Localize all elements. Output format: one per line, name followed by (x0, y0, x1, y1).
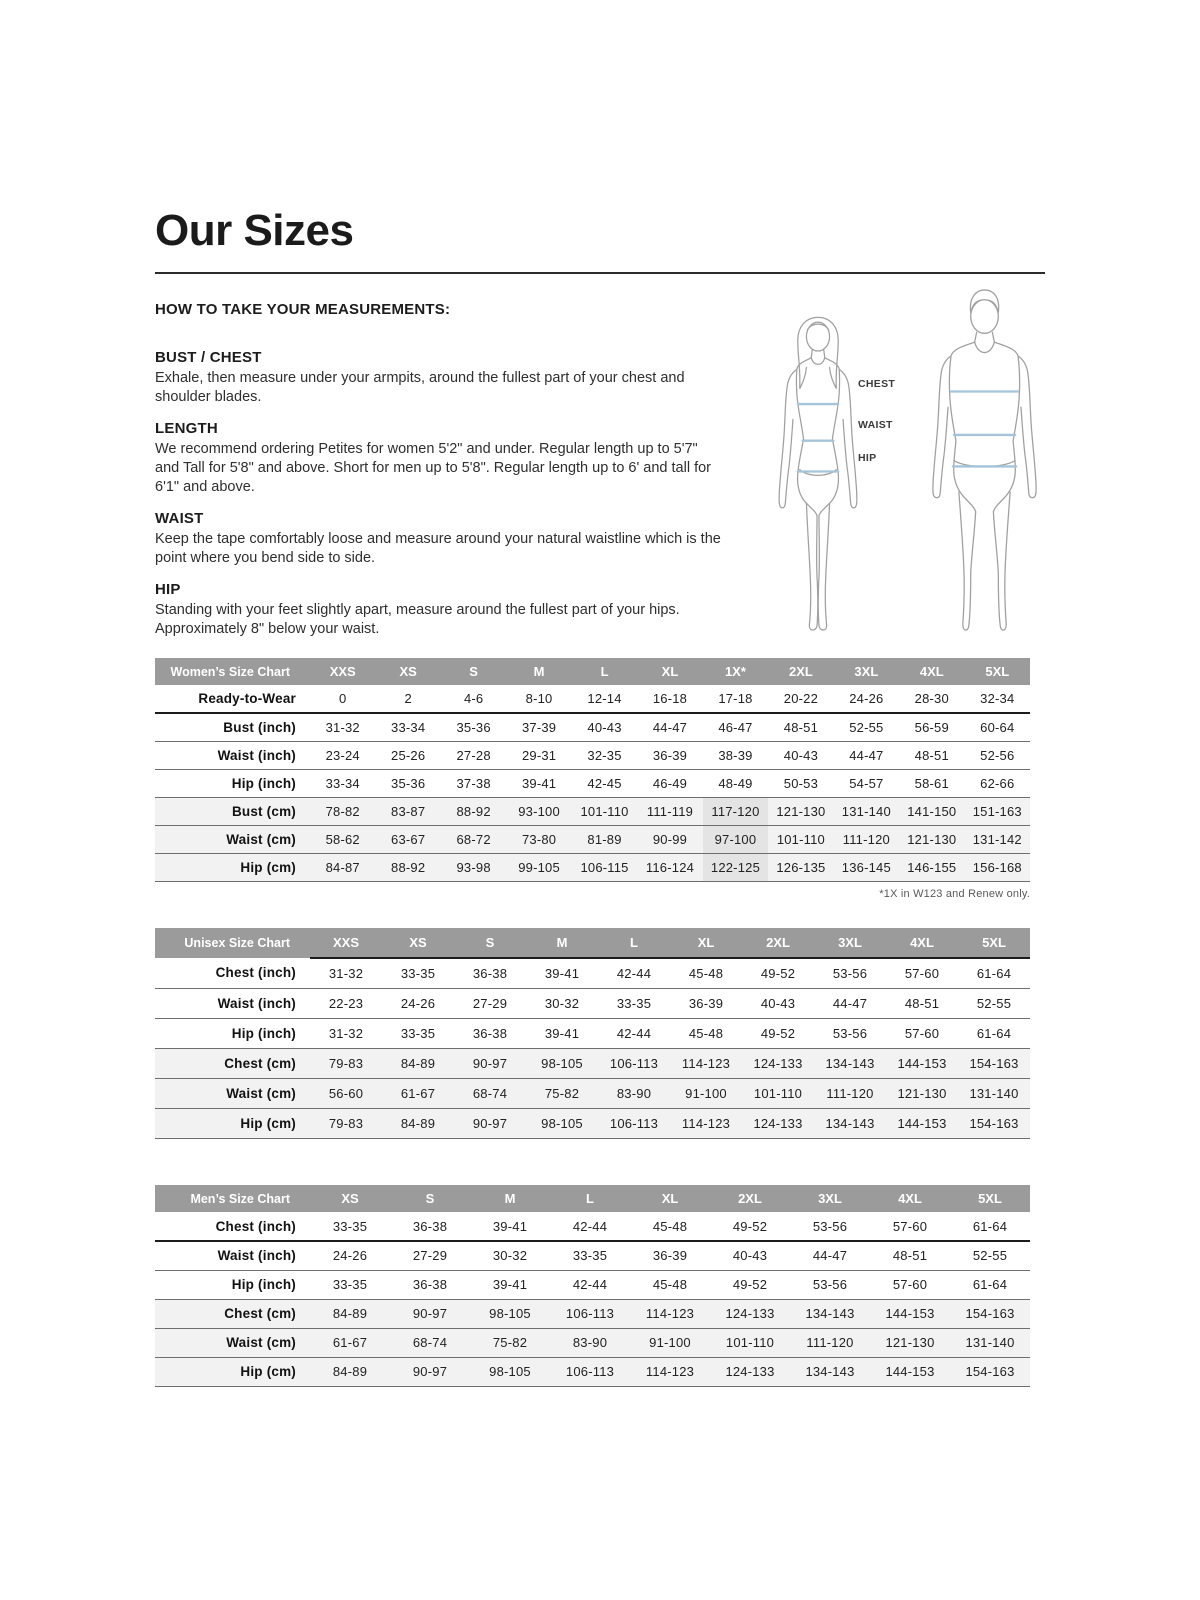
size-cell: 84-87 (310, 853, 375, 881)
size-cell: 136-145 (834, 853, 899, 881)
table-row (155, 1108, 1030, 1138)
table-row (155, 797, 1030, 825)
size-cell: 20-22 (768, 685, 833, 713)
size-cell: 90-99 (637, 825, 702, 853)
size-cell: 56-60 (310, 1078, 382, 1108)
size-cell: 33-35 (550, 1241, 630, 1270)
size-cell: 39-41 (506, 769, 571, 797)
row-label: Hip (cm) (155, 853, 310, 881)
size-cell: 44-47 (834, 741, 899, 769)
size-cell: 63-67 (375, 825, 440, 853)
size-cell: 131-140 (950, 1328, 1030, 1357)
size-cell: 49-52 (710, 1270, 790, 1299)
size-cell: 84-89 (310, 1357, 390, 1386)
size-cell: 12-14 (572, 685, 637, 713)
size-cell: 114-123 (630, 1299, 710, 1328)
size-cell: 50-53 (768, 769, 833, 797)
size-cell: 106-113 (550, 1357, 630, 1386)
size-cell: 99-105 (506, 853, 571, 881)
male-figure-illustration (912, 285, 1058, 640)
size-cell: 46-47 (703, 713, 768, 741)
table-row (155, 769, 1030, 797)
row-label: Hip (cm) (155, 1108, 310, 1138)
column-header: 2XL (742, 928, 814, 958)
size-cell: 144-153 (870, 1357, 950, 1386)
size-cell: 49-52 (742, 958, 814, 988)
column-header: XXS (310, 928, 382, 958)
size-cell: 40-43 (710, 1241, 790, 1270)
section-heading: LENGTH (155, 420, 218, 437)
size-cell: 97-100 (703, 825, 768, 853)
size-cell: 53-56 (790, 1212, 870, 1241)
size-cell: 61-64 (950, 1212, 1030, 1241)
column-header: M (506, 658, 571, 685)
size-cell: 91-100 (630, 1328, 710, 1357)
size-cell: 60-64 (965, 713, 1030, 741)
size-cell: 79-83 (310, 1108, 382, 1138)
size-cell: 22-23 (310, 988, 382, 1018)
table-row (155, 1241, 1030, 1270)
row-label: Waist (inch) (155, 1241, 310, 1270)
column-header: 3XL (814, 928, 886, 958)
size-cell: 46-49 (637, 769, 702, 797)
size-cell: 33-34 (375, 713, 440, 741)
size-cell: 61-67 (310, 1328, 390, 1357)
size-cell: 83-90 (598, 1078, 670, 1108)
size-cell: 48-51 (870, 1241, 950, 1270)
table-row (155, 1270, 1030, 1299)
column-header: M (470, 1185, 550, 1212)
size-cell: 45-48 (670, 958, 742, 988)
size-cell: 35-36 (441, 713, 506, 741)
size-cell: 121-130 (768, 797, 833, 825)
column-header: S (441, 658, 506, 685)
size-cell: 84-89 (382, 1108, 454, 1138)
size-cell: 33-34 (310, 769, 375, 797)
size-cell: 35-36 (375, 769, 440, 797)
column-header: S (390, 1185, 470, 1212)
size-cell: 53-56 (790, 1270, 870, 1299)
table-row (155, 1357, 1030, 1386)
size-cell: 121-130 (899, 825, 964, 853)
size-cell: 31-32 (310, 713, 375, 741)
column-header: XS (375, 658, 440, 685)
womens-size-chart-table (155, 658, 1030, 882)
page-title: Our Sizes (155, 206, 354, 255)
size-cell: 106-113 (598, 1108, 670, 1138)
size-cell: 29-31 (506, 741, 571, 769)
section-length (155, 420, 721, 497)
size-cell: 61-64 (958, 958, 1030, 988)
size-cell: 79-83 (310, 1048, 382, 1078)
size-cell: 121-130 (886, 1078, 958, 1108)
size-cell: 134-143 (814, 1048, 886, 1078)
size-cell: 24-26 (310, 1241, 390, 1270)
size-cell: 91-100 (670, 1078, 742, 1108)
column-header: 2XL (768, 658, 833, 685)
size-cell: 39-41 (526, 1018, 598, 1048)
size-cell: 78-82 (310, 797, 375, 825)
size-cell: 45-48 (630, 1212, 710, 1241)
section-heading: HIP (155, 581, 181, 598)
size-cell: 48-51 (886, 988, 958, 1018)
size-cell: 68-72 (441, 825, 506, 853)
section-body: Standing with your feet slightly apart, measure around the fullest part of your hips. Approximately 8" below your waist. (155, 602, 680, 637)
size-cell: 0 (310, 685, 375, 713)
size-cell: 98-105 (470, 1299, 550, 1328)
size-cell: 42-44 (550, 1212, 630, 1241)
size-cell: 81-89 (572, 825, 637, 853)
row-label: Waist (inch) (155, 741, 310, 769)
row-label: Ready-to-Wear (155, 685, 310, 713)
table-row (155, 1078, 1030, 1108)
size-cell: 154-163 (950, 1357, 1030, 1386)
size-cell: 90-97 (454, 1048, 526, 1078)
table-row (155, 741, 1030, 769)
section-body: Keep the tape comfortably loose and measure around your natural waistline which is the point where you bend side to side. (155, 531, 721, 566)
size-cell: 52-55 (950, 1241, 1030, 1270)
size-cell: 36-38 (454, 1018, 526, 1048)
size-cell: 39-41 (526, 958, 598, 988)
size-cell: 42-44 (598, 958, 670, 988)
column-header: XXS (310, 658, 375, 685)
size-cell: 52-56 (965, 741, 1030, 769)
size-cell: 49-52 (742, 1018, 814, 1048)
row-label: Hip (cm) (155, 1357, 310, 1386)
womens-chart-footnote: *1X in W123 and Renew only. (879, 888, 1030, 900)
row-label: Waist (cm) (155, 825, 310, 853)
size-cell: 24-26 (834, 685, 899, 713)
table-row (155, 1328, 1030, 1357)
size-cell: 101-110 (768, 825, 833, 853)
size-cell: 40-43 (742, 988, 814, 1018)
table-title: Women’s Size Chart (155, 658, 310, 685)
column-header: L (598, 928, 670, 958)
size-cell: 75-82 (526, 1078, 598, 1108)
size-cell: 124-133 (710, 1299, 790, 1328)
section-heading: BUST / CHEST (155, 349, 262, 366)
row-label: Waist (cm) (155, 1328, 310, 1357)
size-cell: 44-47 (637, 713, 702, 741)
size-cell: 33-35 (598, 988, 670, 1018)
figure-label-chest: CHEST (858, 378, 896, 390)
row-label: Bust (cm) (155, 797, 310, 825)
size-cell: 134-143 (790, 1299, 870, 1328)
size-cell: 146-155 (899, 853, 964, 881)
size-cell: 39-41 (470, 1270, 550, 1299)
size-cell: 93-98 (441, 853, 506, 881)
size-cell: 28-30 (899, 685, 964, 713)
figure-label-hip: HIP (858, 452, 877, 464)
size-cell: 52-55 (958, 988, 1030, 1018)
size-cell: 90-97 (390, 1357, 470, 1386)
size-cell: 33-35 (382, 958, 454, 988)
size-cell: 144-153 (886, 1108, 958, 1138)
size-cell: 8-10 (506, 685, 571, 713)
column-header: 4XL (899, 658, 964, 685)
size-cell: 36-38 (454, 958, 526, 988)
size-cell: 98-105 (526, 1048, 598, 1078)
size-cell: 36-39 (637, 741, 702, 769)
size-cell: 144-153 (886, 1048, 958, 1078)
column-header: L (572, 658, 637, 685)
column-header: L (550, 1185, 630, 1212)
size-cell: 38-39 (703, 741, 768, 769)
table-row (155, 958, 1030, 988)
size-cell: 40-43 (768, 741, 833, 769)
size-cell: 111-120 (814, 1078, 886, 1108)
size-cell: 33-35 (382, 1018, 454, 1048)
size-cell: 57-60 (870, 1270, 950, 1299)
row-label: Hip (inch) (155, 1018, 310, 1048)
size-cell: 42-44 (550, 1270, 630, 1299)
size-cell: 36-39 (630, 1241, 710, 1270)
table-row (155, 825, 1030, 853)
size-cell: 32-35 (572, 741, 637, 769)
size-cell: 68-74 (390, 1328, 470, 1357)
row-label: Hip (inch) (155, 1270, 310, 1299)
section-heading: WAIST (155, 510, 204, 527)
column-header: S (454, 928, 526, 958)
size-cell: 101-110 (710, 1328, 790, 1357)
column-header: XL (670, 928, 742, 958)
size-cell: 27-28 (441, 741, 506, 769)
size-cell: 124-133 (742, 1048, 814, 1078)
size-cell: 116-124 (637, 853, 702, 881)
column-header: 1X* (703, 658, 768, 685)
unisex-size-chart-table (155, 928, 1030, 1139)
size-cell: 154-163 (958, 1048, 1030, 1078)
size-cell: 57-60 (886, 1018, 958, 1048)
size-cell: 57-60 (870, 1212, 950, 1241)
size-cell: 16-18 (637, 685, 702, 713)
size-cell: 117-120 (703, 797, 768, 825)
row-label: Chest (inch) (155, 958, 310, 988)
size-cell: 24-26 (382, 988, 454, 1018)
column-header: 5XL (950, 1185, 1030, 1212)
size-cell: 33-35 (310, 1270, 390, 1299)
measurement-figures (740, 283, 1070, 645)
mens-size-chart-table (155, 1185, 1030, 1387)
size-cell: 45-48 (670, 1018, 742, 1048)
size-cell: 131-142 (965, 825, 1030, 853)
size-cell: 53-56 (814, 958, 886, 988)
table-row (155, 988, 1030, 1018)
size-cell: 25-26 (375, 741, 440, 769)
size-cell: 151-163 (965, 797, 1030, 825)
size-cell: 61-67 (382, 1078, 454, 1108)
size-cell: 2 (375, 685, 440, 713)
size-cell: 122-125 (703, 853, 768, 881)
size-cell: 40-43 (572, 713, 637, 741)
table-title: Unisex Size Chart (155, 928, 310, 958)
row-label: Waist (inch) (155, 988, 310, 1018)
size-cell: 62-66 (965, 769, 1030, 797)
size-cell: 31-32 (310, 958, 382, 988)
size-cell: 114-123 (630, 1357, 710, 1386)
size-cell: 111-120 (790, 1328, 870, 1357)
size-cell: 93-100 (506, 797, 571, 825)
size-cell: 48-51 (768, 713, 833, 741)
size-cell: 39-41 (470, 1212, 550, 1241)
column-header: M (526, 928, 598, 958)
figure-label-waist: WAIST (858, 419, 893, 431)
size-cell: 144-153 (870, 1299, 950, 1328)
female-figure-illustration (765, 305, 871, 638)
size-cell: 124-133 (710, 1357, 790, 1386)
size-cell: 88-92 (441, 797, 506, 825)
column-header: 5XL (958, 928, 1030, 958)
size-cell: 114-123 (670, 1048, 742, 1078)
size-cell: 48-51 (899, 741, 964, 769)
size-cell: 17-18 (703, 685, 768, 713)
table-row (155, 1018, 1030, 1048)
size-cell: 48-49 (703, 769, 768, 797)
size-cell: 37-39 (506, 713, 571, 741)
size-cell: 32-34 (965, 685, 1030, 713)
size-cell: 90-97 (454, 1108, 526, 1138)
size-cell: 154-163 (950, 1299, 1030, 1328)
size-cell: 84-89 (382, 1048, 454, 1078)
column-header: XL (630, 1185, 710, 1212)
row-label: Bust (inch) (155, 713, 310, 741)
size-cell: 156-168 (965, 853, 1030, 881)
table-row (155, 685, 1030, 713)
size-cell: 31-32 (310, 1018, 382, 1048)
size-cell: 134-143 (790, 1357, 870, 1386)
table-row (155, 853, 1030, 881)
size-cell: 58-61 (899, 769, 964, 797)
column-header: 2XL (710, 1185, 790, 1212)
size-cell: 68-74 (454, 1078, 526, 1108)
size-cell: 42-45 (572, 769, 637, 797)
size-cell: 134-143 (814, 1108, 886, 1138)
row-label: Chest (cm) (155, 1299, 310, 1328)
size-cell: 37-38 (441, 769, 506, 797)
size-cell: 126-135 (768, 853, 833, 881)
column-header: 5XL (965, 658, 1030, 685)
size-cell: 58-62 (310, 825, 375, 853)
size-cell: 106-113 (550, 1299, 630, 1328)
size-cell: 121-130 (870, 1328, 950, 1357)
size-cell: 73-80 (506, 825, 571, 853)
size-cell: 61-64 (958, 1018, 1030, 1048)
size-cell: 90-97 (390, 1299, 470, 1328)
size-cell: 57-60 (886, 958, 958, 988)
size-cell: 106-115 (572, 853, 637, 881)
size-cell: 36-38 (390, 1212, 470, 1241)
row-label: Chest (inch) (155, 1212, 310, 1241)
size-cell: 36-38 (390, 1270, 470, 1299)
table-row (155, 713, 1030, 741)
table-row (155, 1048, 1030, 1078)
size-cell: 44-47 (814, 988, 886, 1018)
size-cell: 30-32 (526, 988, 598, 1018)
column-header: XS (382, 928, 454, 958)
size-cell: 131-140 (958, 1078, 1030, 1108)
column-header: XS (310, 1185, 390, 1212)
size-cell: 83-90 (550, 1328, 630, 1357)
size-cell: 27-29 (454, 988, 526, 1018)
row-label: Chest (cm) (155, 1048, 310, 1078)
size-cell: 106-113 (598, 1048, 670, 1078)
size-cell: 111-120 (834, 825, 899, 853)
size-cell: 75-82 (470, 1328, 550, 1357)
column-header: XL (637, 658, 702, 685)
size-cell: 111-119 (637, 797, 702, 825)
size-cell: 88-92 (375, 853, 440, 881)
size-cell: 131-140 (834, 797, 899, 825)
column-header: 3XL (834, 658, 899, 685)
column-header: 4XL (870, 1185, 950, 1212)
size-cell: 53-56 (814, 1018, 886, 1048)
unisex-size-chart (155, 928, 1030, 1139)
size-cell: 49-52 (710, 1212, 790, 1241)
size-cell: 84-89 (310, 1299, 390, 1328)
size-cell: 36-39 (670, 988, 742, 1018)
size-cell: 101-110 (572, 797, 637, 825)
column-header: 3XL (790, 1185, 870, 1212)
instructions-heading: HOW TO TAKE YOUR MEASUREMENTS: (155, 301, 451, 318)
title-divider (155, 272, 1045, 274)
size-cell: 83-87 (375, 797, 440, 825)
measurement-instructions (155, 301, 721, 652)
section-hip (155, 581, 721, 639)
row-label: Hip (inch) (155, 769, 310, 797)
size-cell: 44-47 (790, 1241, 870, 1270)
size-cell: 124-133 (742, 1108, 814, 1138)
table-title: Men’s Size Chart (155, 1185, 310, 1212)
table-row (155, 1212, 1030, 1241)
row-label: Waist (cm) (155, 1078, 310, 1108)
size-cell: 98-105 (470, 1357, 550, 1386)
column-header: 4XL (886, 928, 958, 958)
size-cell: 56-59 (899, 713, 964, 741)
size-cell: 42-44 (598, 1018, 670, 1048)
section-waist (155, 510, 721, 568)
size-cell: 27-29 (390, 1241, 470, 1270)
size-cell: 114-123 (670, 1108, 742, 1138)
womens-size-chart (155, 658, 1030, 882)
size-cell: 30-32 (470, 1241, 550, 1270)
size-cell: 101-110 (742, 1078, 814, 1108)
size-cell: 4-6 (441, 685, 506, 713)
size-cell: 98-105 (526, 1108, 598, 1138)
section-bust-chest (155, 349, 721, 407)
size-cell: 45-48 (630, 1270, 710, 1299)
size-cell: 61-64 (950, 1270, 1030, 1299)
size-cell: 141-150 (899, 797, 964, 825)
section-body: Exhale, then measure under your armpits, around the fullest part of your chest and shoulder blades. (155, 370, 685, 405)
mens-size-chart (155, 1185, 1030, 1387)
size-cell: 33-35 (310, 1212, 390, 1241)
section-body: We recommend ordering Petites for women 5'2" and under. Regular length up to 5'7" and Tall for 5'8" and above. Short for men up to 5'8". Regular length up to 6' and tall for 6'1" and above. (155, 441, 711, 495)
table-row (155, 1299, 1030, 1328)
size-cell: 54-57 (834, 769, 899, 797)
size-cell: 154-163 (958, 1108, 1030, 1138)
size-cell: 52-55 (834, 713, 899, 741)
size-cell: 23-24 (310, 741, 375, 769)
